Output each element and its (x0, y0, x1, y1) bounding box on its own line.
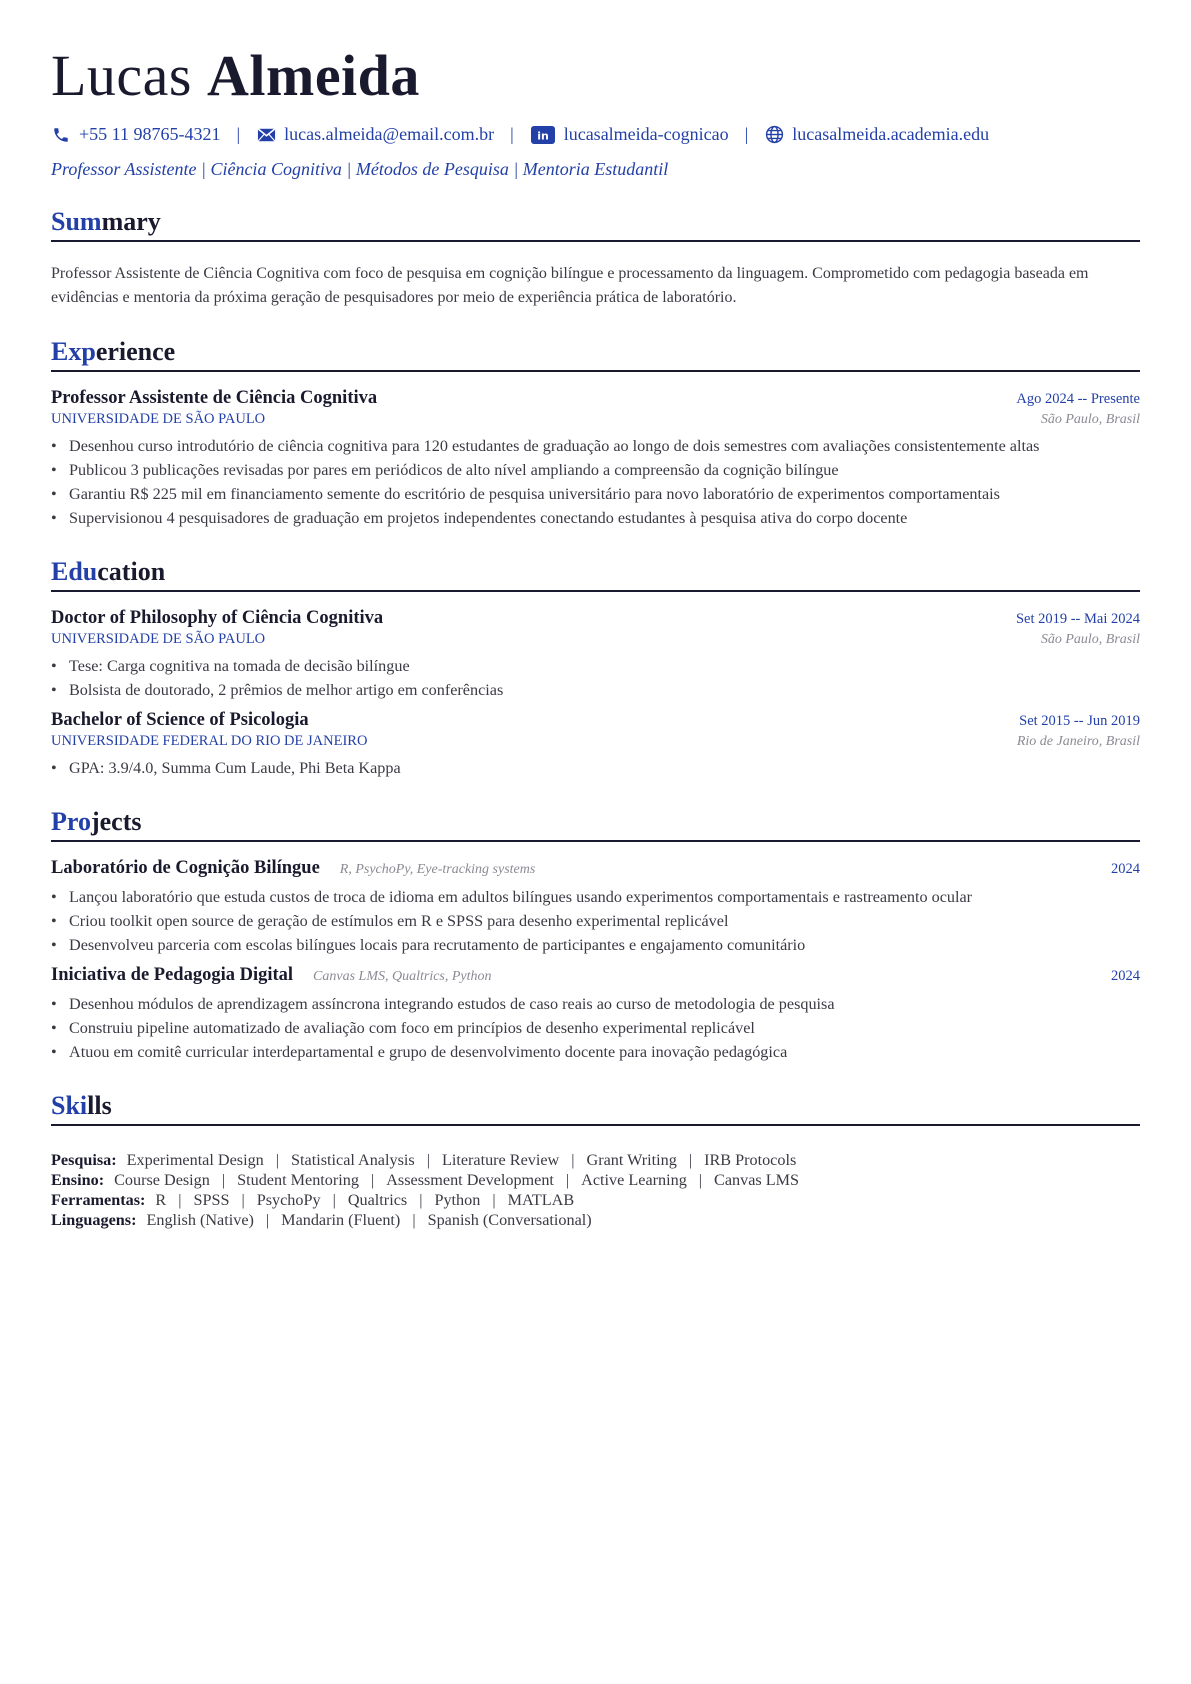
skill-separator: | (492, 1191, 496, 1209)
project-entry (51, 965, 1140, 1064)
skill-separator: | (688, 1151, 693, 1169)
phone-text: +55 11 98765-4321 (79, 124, 221, 144)
contact-linkedin[interactable] (530, 124, 729, 145)
degree-title: Doctor of Philosophy of Ciência Cognitiva (51, 608, 384, 628)
project-date: 2024 (1111, 861, 1140, 877)
section-title-projects: Projects (51, 806, 1140, 842)
degree-organization: UNIVERSIDADE FEDERAL DO RIO DE JANEIRO (51, 733, 368, 749)
last-name: Almeida (207, 43, 420, 108)
job-location: São Paulo, Brasil (1040, 412, 1140, 427)
skill-item: PsychoPy (256, 1191, 321, 1209)
skill-separator: | (698, 1171, 703, 1189)
education-section (51, 556, 1140, 780)
bullet-item: • Publicou 3 publicações revisadas por pares em periódicos de alto nível ampliando a compreensão da cognição bilíngue (69, 458, 1140, 482)
skill-separator: | (265, 1211, 270, 1229)
project-bullets (51, 885, 1140, 957)
project-date: 2024 (1111, 968, 1140, 984)
skill-separator: | (221, 1171, 226, 1189)
skill-item: Qualtrics (347, 1191, 408, 1209)
job-bullets (51, 434, 1140, 530)
bullet-item: • GPA: 3.9/4.0, Summa Cum Laude, Phi Beta Kappa (69, 756, 1140, 780)
skill-row (51, 1210, 1140, 1230)
globe-icon (764, 125, 784, 145)
contact-phone[interactable] (51, 124, 220, 145)
section-title-summary: Summary (51, 206, 1140, 242)
skill-separator: | (426, 1151, 430, 1169)
project-title: Laboratório de Cognição Bilíngue (51, 858, 320, 878)
skill-separator: | (332, 1191, 336, 1209)
project-bullets (51, 992, 1140, 1064)
job-date: Ago 2024 -- Presente (1016, 391, 1140, 407)
project-title: Iniciativa de Pedagogia Digital (51, 965, 294, 985)
website-text: lucasalmeida.academia.edu (792, 124, 990, 144)
skills-list (51, 1150, 1140, 1230)
bullet-item: • Bolsista de doutorado, 2 prêmios de melhor artigo em conferências (69, 678, 1140, 702)
skill-item: Mandarin (Fluent) (281, 1211, 401, 1229)
skill-item: Active Learning (581, 1171, 687, 1189)
skill-item: R (155, 1191, 167, 1209)
skill-item: Student Mentoring (237, 1171, 359, 1189)
skill-item: Literature Review (441, 1151, 560, 1169)
contact-separator: | (510, 124, 514, 144)
skill-category-label: Ensino: (51, 1171, 105, 1189)
skill-item: Assessment Development (386, 1171, 554, 1189)
skill-item: IRB Protocols (704, 1151, 797, 1169)
email-text: lucas.almeida@email.com.br (284, 124, 495, 144)
skill-item: English (Native) (146, 1211, 254, 1229)
degree-location: São Paulo, Brasil (1040, 632, 1140, 647)
project-tech: Canvas LMS, Qualtrics, Python (313, 969, 492, 984)
skill-separator: | (565, 1171, 570, 1189)
skill-item: SPSS (193, 1191, 230, 1209)
candidate-name (51, 40, 1140, 112)
bullet-item: • Desenhou curso introdutório de ciência cognitiva para 120 estudantes de graduação ao longo de dois semestres com avaliações consistentemente altas (69, 434, 1140, 458)
skill-row (51, 1150, 1140, 1170)
degree-location: Rio de Janeiro, Brasil (1016, 734, 1140, 749)
skill-separator: | (412, 1211, 416, 1229)
skill-item: Experimental Design (126, 1151, 264, 1169)
email-icon (256, 125, 276, 145)
degree-bullets (51, 654, 1140, 702)
contact-separator: | (744, 124, 749, 144)
project-entry (51, 858, 1140, 957)
bullet-item: • Construiu pipeline automatizado de avaliação com foco em princípios de desenho experimental replicável (69, 1016, 1140, 1040)
bullet-item: • Atuou em comitê curricular interdepartamental e grupo de desenvolvimento docente para inovação pedagógica (69, 1040, 1140, 1064)
phone-icon (51, 125, 71, 145)
education-entry (51, 710, 1140, 780)
skill-item: Canvas LMS (714, 1171, 800, 1189)
summary-text: Professor Assistente de Ciência Cognitiva com foco de pesquisa em cognição bilíngue e processamento da linguagem. Comprometido com pedagogia baseada em evidências e mentoria da próxima geração de pesquisadores por meio de experiência prática de laboratório. (51, 265, 1089, 306)
svg-text:in: in (536, 129, 549, 142)
skill-item: Course Design (114, 1171, 210, 1189)
skill-separator: | (241, 1191, 245, 1209)
bullet-item: • Lançou laboratório que estuda custos de troca de idioma em adultos bilíngues usando experimentos comportamentais e rastreamento ocular (69, 885, 1140, 909)
skill-item: Python (434, 1191, 481, 1209)
skill-category-label: Pesquisa: (51, 1151, 117, 1169)
bullet-item: • Garantiu R$ 225 mil em financiamento semente do escritório de pesquisa universitário para novo laboratório de experimentos comportamentais (69, 482, 1140, 506)
skill-separator: | (275, 1151, 280, 1169)
skills-section (51, 1090, 1140, 1230)
degree-title: Bachelor of Science of Psicologia (51, 710, 309, 730)
bullet-item: • Supervisionou 4 pesquisadores de graduação em projetos independentes conectando estudantes à pesquisa ativa do corpo docente (69, 506, 1140, 530)
skill-separator: | (370, 1171, 375, 1189)
degree-date: Set 2019 -- Mai 2024 (1015, 611, 1140, 627)
skill-category-label: Ferramentas: (51, 1191, 146, 1209)
summary-section (51, 206, 1140, 310)
degree-organization: UNIVERSIDADE DE SÃO PAULO (51, 631, 266, 647)
job-title: Professor Assistente de Ciência Cognitiva (51, 388, 378, 408)
skill-item: Statistical Analysis (291, 1151, 415, 1169)
linkedin-icon (530, 125, 556, 145)
contact-email[interactable] (256, 124, 494, 145)
skill-separator: | (178, 1191, 182, 1209)
skill-item: Spanish (Conversational) (427, 1211, 592, 1229)
skill-category-label: Linguagens: (51, 1211, 137, 1229)
skill-separator: | (571, 1151, 575, 1169)
skill-separator: | (419, 1191, 423, 1209)
degree-date: Set 2015 -- Jun 2019 (1019, 713, 1140, 729)
section-title-education: Education (51, 556, 1140, 592)
linkedin-text: lucasalmeida-cognicao (563, 124, 729, 144)
project-tech: R, PsychoPy, Eye-tracking systems (339, 862, 536, 877)
tagline: Professor Assistente | Ciência Cognitiva | Métodos de Pesquisa | Mentoria Estudantil (51, 159, 669, 179)
skill-item: MATLAB (507, 1191, 575, 1209)
bullet-item: • Tese: Carga cognitiva na tomada de decisão bilíngue (69, 654, 1140, 678)
bullet-item: • Criou toolkit open source de geração de estímulos em R e SPSS para desenho experimental replicável (69, 909, 1140, 933)
experience-section (51, 336, 1140, 530)
job-organization: UNIVERSIDADE DE SÃO PAULO (51, 411, 266, 427)
bullet-item: • Desenvolveu parceria com escolas bilíngues locais para recrutamento de participantes e engajamento comunitário (69, 933, 1140, 957)
bullet-item: • Desenhou módulos de aprendizagem assíncrona integrando estudos de caso reais ao curso de metodologia de pesquisa (69, 992, 1140, 1016)
education-entry (51, 608, 1140, 702)
degree-bullets (51, 756, 1140, 780)
contact-bar (51, 124, 1140, 145)
skill-item: Grant Writing (586, 1151, 677, 1169)
first-name: Lucas (51, 43, 192, 108)
contact-website[interactable] (764, 124, 989, 145)
skill-row (51, 1190, 1140, 1210)
experience-entry (51, 388, 1140, 530)
section-title-experience: Experience (51, 336, 1140, 372)
skill-row (51, 1170, 1140, 1190)
projects-section (51, 806, 1140, 1064)
contact-separator: | (236, 124, 241, 144)
section-title-skills: Skills (51, 1090, 1140, 1126)
